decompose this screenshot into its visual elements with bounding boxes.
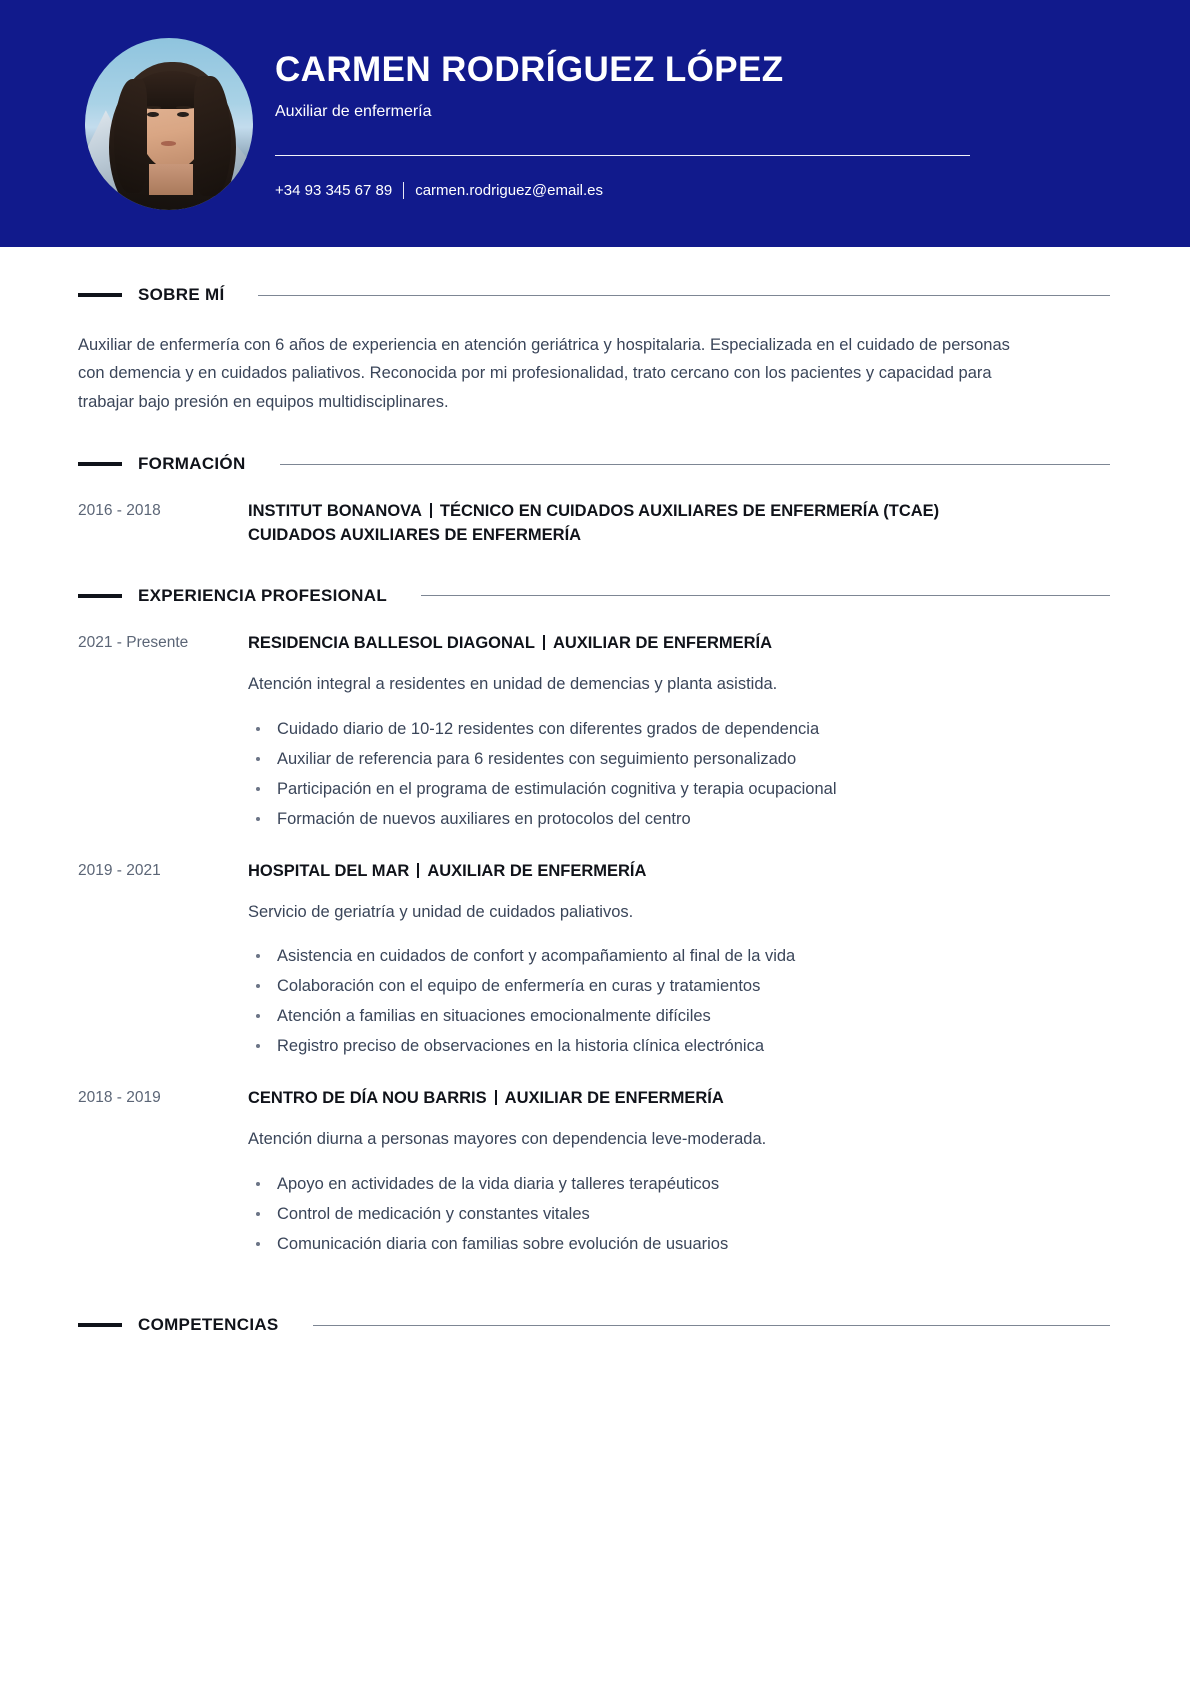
about-paragraph: Auxiliar de enfermería con 6 años de experiencia en atención geriátrica y hospitalaria. Especializada en el cuidado de personas con demencia y en cuidados paliativos. Reconocida por mi profesionalidad, trato cercano con los pacientes y capacidad para trabajar bajo presión en equipos multidisciplinares.: [78, 336, 1010, 411]
photo-neck: [149, 164, 193, 195]
section-label-education: FORMACIÓN: [138, 454, 246, 474]
education-dates: 2016 - 2018: [78, 502, 161, 520]
experience-company: CENTRO DE DÍA NOU BARRIS: [248, 1089, 487, 1108]
section-rule: [258, 295, 1110, 296]
photo-hair-right: [194, 76, 231, 196]
section-label-skills: COMPETENCIAS: [138, 1315, 279, 1335]
experience-bullet-list: [248, 941, 1110, 1061]
header-text-block: [275, 50, 1190, 199]
education-institution: INSTITUT BONANOVA: [248, 502, 422, 521]
experience-description: Atención diurna a personas mayores con dependencia leve-moderada.: [248, 1130, 767, 1149]
experience-role: AUXILIAR DE ENFERMERÍA: [504, 1089, 724, 1108]
contact-line: [275, 182, 1190, 199]
section-header-education: [78, 454, 1110, 474]
page-title: CARMEN RODRÍGUEZ LÓPEZ: [275, 50, 784, 89]
experience-title: [248, 632, 1110, 656]
cv-body: [0, 285, 1190, 1335]
photo-hair-left: [114, 79, 148, 193]
section-dash-icon: [78, 462, 122, 466]
education-entry: [78, 500, 1110, 548]
header-divider: [275, 155, 970, 156]
photo-lips: [161, 141, 176, 145]
list-item: Asistencia en cuidados de confort y acompañamiento al final de la vida: [248, 941, 1110, 971]
list-item: Formación de nuevos auxiliares en protocolos del centro: [248, 804, 1110, 834]
experience-company: RESIDENCIA BALLESOL DIAGONAL: [248, 633, 535, 652]
experience-dates: 2021 - Presente: [78, 633, 189, 651]
section-spacer: [78, 1259, 1110, 1277]
section-dash-icon: [78, 293, 122, 297]
list-item: Auxiliar de referencia para 6 residentes con seguimiento personalizado: [248, 744, 1110, 774]
title-separator-bar: [543, 635, 545, 650]
email-text: carmen.rodriguez@email.es: [415, 182, 604, 200]
experience-description: Servicio de geriatría y unidad de cuidados paliativos.: [248, 902, 634, 921]
list-item: Control de medicación y constantes vitales: [248, 1199, 1110, 1229]
title-separator-bar: [495, 1090, 497, 1105]
experience-description: Atención integral a residentes en unidad de demencias y planta asistida.: [248, 674, 778, 693]
experience-entry: [78, 632, 1110, 834]
header-job-title: Auxiliar de enfermería: [275, 103, 432, 121]
phone-text: +34 93 345 67 89: [275, 182, 393, 200]
list-item: Comunicación diaria con familias sobre evolución de usuarios: [248, 1229, 1110, 1259]
section-header-about: [78, 285, 1110, 305]
section-dash-icon: [78, 1323, 122, 1327]
experience-entry-body: [248, 860, 1110, 1062]
avatar: [85, 38, 253, 210]
section-label-experience: EXPERIENCIA PROFESIONAL: [138, 585, 388, 605]
contact-separator: [403, 182, 404, 199]
section-header-experience: [78, 586, 1110, 606]
profile-photo: [85, 38, 253, 210]
experience-bullet-list: [248, 1169, 1110, 1259]
education-entry-body: [248, 500, 1110, 548]
section-rule: [313, 1325, 1110, 1326]
title-separator-bar: [430, 503, 432, 518]
list-item: Registro preciso de observaciones en la historia clínica electrónica: [248, 1031, 1110, 1061]
experience-dates: 2019 - 2021: [78, 861, 161, 879]
list-item: Cuidado diario de 10-12 residentes con diferentes grados de dependencia: [248, 714, 1110, 744]
section-header-skills: [78, 1315, 1110, 1335]
photo-eye-left: [147, 112, 159, 117]
experience-title: [248, 860, 1110, 884]
experience-role: AUXILIAR DE ENFERMERÍA: [427, 861, 647, 880]
education-title: [248, 500, 1110, 524]
experience-title: [248, 1087, 1110, 1111]
list-item: Apoyo en actividades de la vida diaria y talleres terapéuticos: [248, 1169, 1110, 1199]
list-item: Atención a familias en situaciones emocionalmente difíciles: [248, 1001, 1110, 1031]
experience-entry: [78, 1087, 1110, 1259]
experience-company: HOSPITAL DEL MAR: [248, 861, 410, 880]
section-label-about: SOBRE MÍ: [138, 285, 225, 304]
list-item: Participación en el programa de estimulación cognitiva y terapia ocupacional: [248, 774, 1110, 804]
education-degree: TÉCNICO EN CUIDADOS AUXILIARES DE ENFERMERÍA (TCAE): [439, 502, 940, 521]
title-separator-bar: [417, 863, 419, 878]
experience-entry: [78, 860, 1110, 1062]
section-dash-icon: [78, 594, 122, 598]
experience-bullet-list: [248, 714, 1110, 834]
photo-eyebrow-right: [176, 106, 191, 109]
section-rule: [421, 595, 1110, 596]
photo-eyebrow-left: [145, 106, 160, 109]
experience-dates: 2018 - 2019: [78, 1089, 161, 1107]
experience-entry-body: [248, 1087, 1110, 1259]
section-rule: [280, 464, 1110, 465]
experience-role: AUXILIAR DE ENFERMERÍA: [552, 633, 773, 652]
cv-header-banner: [0, 0, 1190, 247]
experience-entry-body: [248, 632, 1110, 834]
education-field: CUIDADOS AUXILIARES DE ENFERMERÍA: [248, 526, 582, 545]
list-item: Colaboración con el equipo de enfermería en curas y tratamientos: [248, 971, 1110, 1001]
